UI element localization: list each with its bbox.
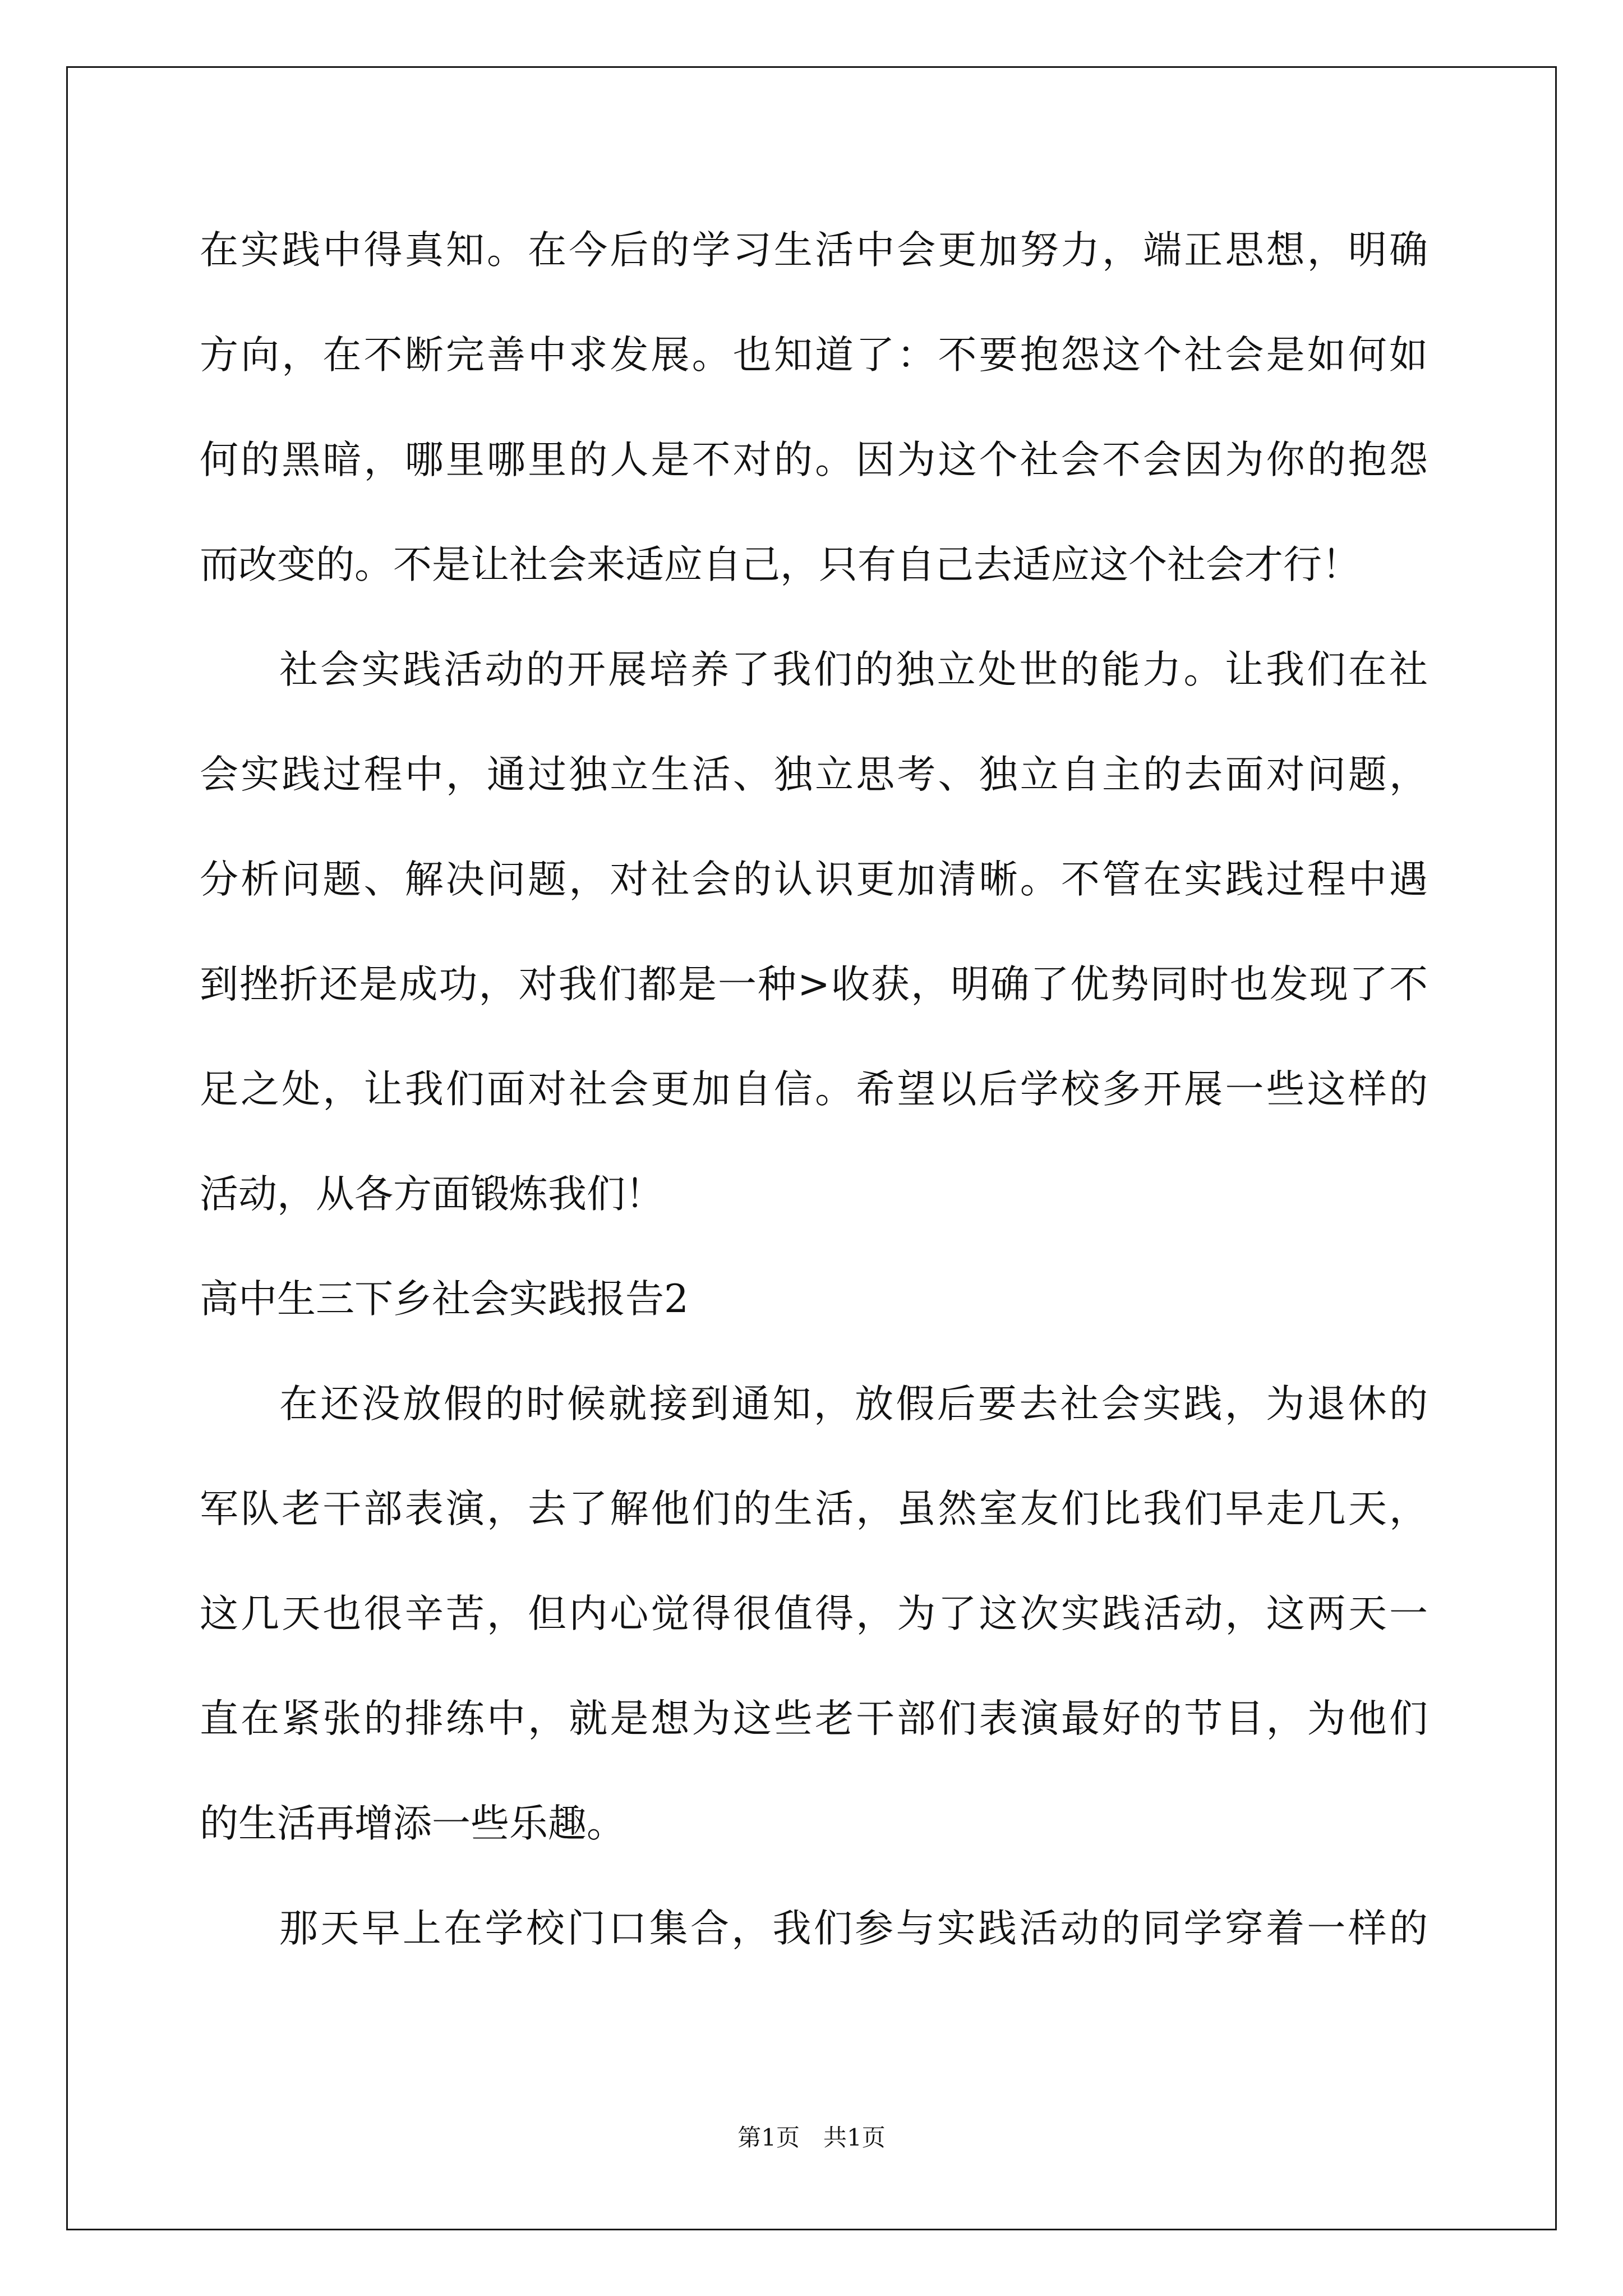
text-line: 而改变的。不是让社会来适应自己，只有自己去适应这个社会才行！ bbox=[200, 542, 1361, 587]
text-line: 足之处，让我们面对社会更加自信。希望以后学校多开展一些这样的 bbox=[200, 1067, 1428, 1112]
text-line: 分析问题、解决问题，对社会的认识更加清晰。不管在实践过程中遇 bbox=[200, 857, 1428, 902]
paragraph-first-line: 社会实践活动的开展培养了我们的独立处世的能力。让我们在社 bbox=[279, 647, 1428, 692]
text-line: 在实践中得真知。在今后的学习生活中会更加努力，端正思想，明确 bbox=[200, 228, 1428, 273]
section-heading: 高中生三下乡社会实践报告2 bbox=[200, 1277, 689, 1322]
text-line: 何的黑暗，哪里哪里的人是不对的。因为这个社会不会因为你的抱怨 bbox=[200, 438, 1428, 482]
paragraph-first-line: 那天早上在学校门口集合，我们参与实践活动的同学穿着一样的 bbox=[279, 1906, 1428, 1951]
text-line: 会实践过程中，通过独立生活、独立思考、独立自主的去面对问题， bbox=[200, 752, 1428, 797]
page-number-footer: 第1页 共1页 bbox=[737, 2124, 886, 2151]
text-line: 这几天也很辛苦，但内心觉得很值得，为了这次实践活动，这两天一 bbox=[200, 1591, 1428, 1636]
text-line: 方向，在不断完善中求发展。也知道了：不要抱怨这个社会是如何如 bbox=[200, 333, 1428, 378]
text-line: 活动，从各方面锻炼我们！ bbox=[200, 1172, 664, 1217]
text-line: 的生活再增添一些乐趣。 bbox=[200, 1801, 625, 1846]
text-line: 到挫折还是成功，对我们都是一种>收获，明确了优势同时也发现了不 bbox=[200, 962, 1428, 1007]
text-line: 军队老干部表演，去了解他们的生活，虽然室友们比我们早走几天， bbox=[200, 1487, 1428, 1531]
paragraph-first-line: 在还没放假的时候就接到通知，放假后要去社会实践，为退休的 bbox=[279, 1382, 1428, 1427]
text-line: 直在紧张的排练中，就是想为这些老干部们表演最好的节目，为他们 bbox=[200, 1696, 1428, 1741]
